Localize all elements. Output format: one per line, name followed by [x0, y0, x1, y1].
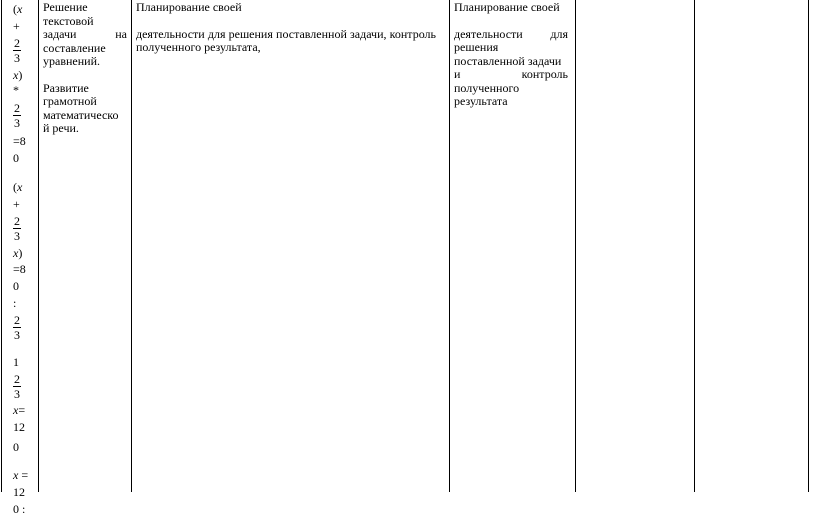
fraction: $\frac{2}{3}$ — [14, 36, 20, 65]
table-border-2 — [38, 0, 39, 492]
fraction: $\frac{2}{3}$ — [14, 214, 20, 243]
planning-heading: Планирование своей — [136, 0, 242, 14]
planning-heading: Планирование своей — [454, 0, 560, 14]
planning-cell — [136, 1, 436, 55]
equation-2: (x + $\frac{2}{3}$ x) =8 0 : $\frac{2}{3}$ — [13, 180, 26, 342]
fraction: $\frac{2}{3}$ — [14, 372, 20, 401]
planning-body: деятельности для решения поставленной задачи, контроль полученного результата, — [136, 26, 436, 54]
table-border-7 — [808, 0, 809, 492]
fraction: $\frac{2}{3}$ — [14, 101, 20, 130]
outcomes-cell: Решение текстовой задачи на составление уравнений. Развитие грамотной математическо й речи. — [43, 0, 127, 135]
math-column — [13, 2, 37, 517]
equation-3: 1 $\frac{2}{3}$ x= 12 0 — [13, 355, 26, 454]
equation-4: x = 12 0 : — [13, 468, 29, 516]
empty-cell — [695, 0, 808, 492]
empty-cell — [576, 0, 694, 492]
table-border-3 — [131, 0, 132, 492]
fraction: $\frac{2}{3}$ — [14, 313, 20, 342]
table-border-4 — [449, 0, 450, 492]
table-border-1 — [1, 0, 2, 492]
planning-cell-narrow: Планирование своей деятельности для решения поставленной задачи и контроль полученного результата — [454, 0, 568, 108]
equation-1: (x + $\frac{2}{3}$ x) * $\frac{2}{3}$ =8 0 — [13, 2, 26, 165]
